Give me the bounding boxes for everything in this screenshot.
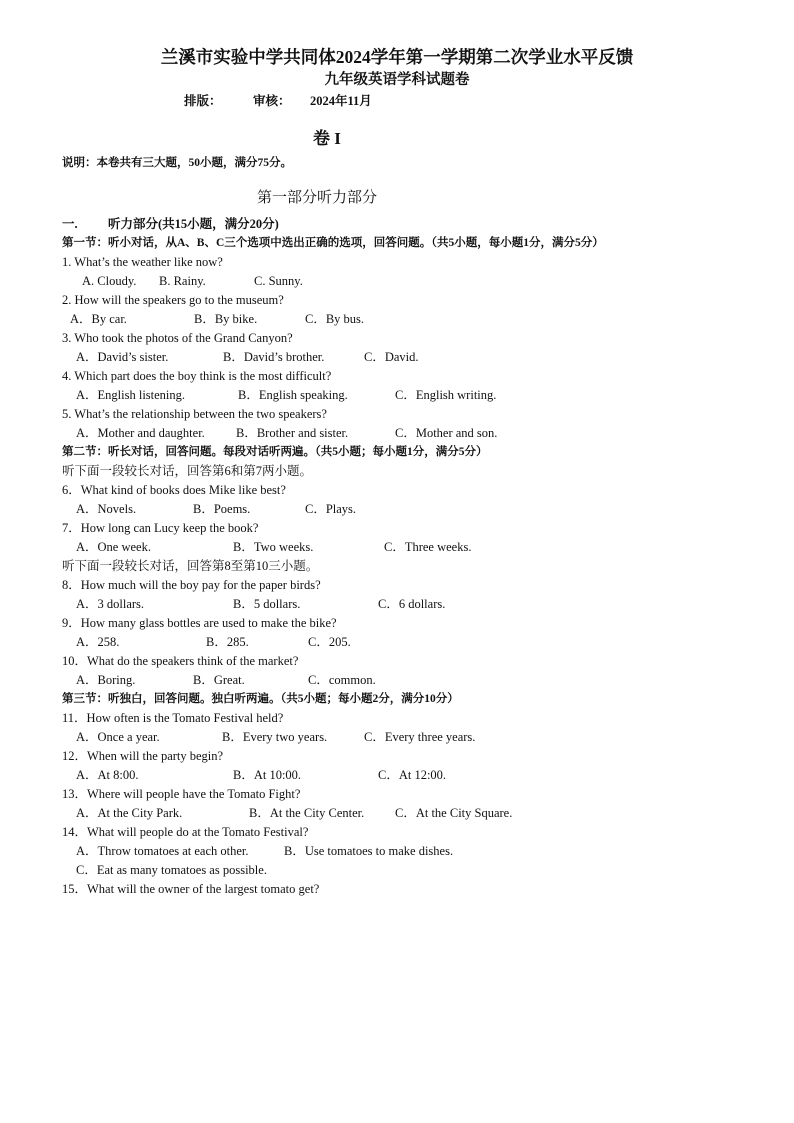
question-11: 11．How often is the Tomato Festival held? bbox=[62, 711, 284, 725]
meta-date: 2024年11月 bbox=[310, 94, 372, 108]
q9-option-c: C．205. bbox=[308, 635, 351, 649]
q2-option-b: B．By bike. bbox=[194, 312, 258, 326]
q13-option-a: A．At the City Park. bbox=[76, 806, 183, 820]
volume-label: 卷 I bbox=[313, 129, 341, 148]
q9-option-b: B．285. bbox=[206, 635, 249, 649]
q4-option-c: C．English writing. bbox=[395, 388, 497, 402]
question-2: 2. How will the speakers go to the museum? bbox=[62, 293, 284, 307]
section-heading: 听力部分(共15小题，满分20分) bbox=[108, 217, 279, 231]
q4-option-b: B．English speaking. bbox=[238, 388, 348, 402]
question-14: 14．What will people do at the Tomato Festival? bbox=[62, 825, 309, 839]
q6-option-b: B．Poems. bbox=[193, 502, 251, 516]
node-2-hint-2: 听下面一段较长对话，回答第8至第10三小题。 bbox=[62, 559, 319, 573]
question-7: 7．How long can Lucy keep the book? bbox=[62, 521, 259, 535]
question-1: 1. What’s the weather like now? bbox=[62, 255, 223, 269]
exam-subtitle: 九年级英语学科试题卷 bbox=[324, 72, 470, 88]
q12-option-b: B．At 10:00. bbox=[233, 768, 302, 782]
node-2-heading: 第二节：听长对话，回答问题。每段对话听两遍。（共5小题；每小题1分，满分5分） bbox=[62, 446, 488, 458]
part-title: 第一部分听力部分 bbox=[257, 190, 378, 206]
q1-option-a: A. Cloudy. bbox=[82, 274, 137, 288]
meta-layout: 排版： bbox=[184, 94, 222, 108]
q11-option-a: A．Once a year. bbox=[76, 730, 160, 744]
question-5: 5. What’s the relationship between the two speakers? bbox=[62, 407, 327, 421]
q6-option-a: A．Novels. bbox=[76, 502, 137, 516]
q3-option-b: B．David’s brother. bbox=[223, 350, 325, 364]
q2-option-c: C．By bus. bbox=[305, 312, 365, 326]
question-9: 9．How many glass bottles are used to make the bike? bbox=[62, 616, 337, 630]
q5-option-a: A．Mother and daughter. bbox=[76, 426, 205, 440]
q14-option-c: C．Eat as many tomatoes as possible. bbox=[76, 863, 267, 877]
q12-option-c: C．At 12:00. bbox=[378, 768, 447, 782]
question-15: 15．What will the owner of the largest tomato get? bbox=[62, 882, 320, 896]
question-13: 13．Where will people have the Tomato Fight? bbox=[62, 787, 301, 801]
node-1-heading: 第一节：听小对话，从A、B、C三个选项中选出正确的选项，回答问题。（共5小题，每小题1分，满分5分） bbox=[62, 237, 604, 249]
q13-option-b: B．At the City Center. bbox=[249, 806, 365, 820]
q5-option-b: B．Brother and sister. bbox=[236, 426, 349, 440]
q8-option-b: B．5 dollars. bbox=[233, 597, 301, 611]
q10-option-c: C．common. bbox=[308, 673, 376, 687]
q12-option-a: A．At 8:00. bbox=[76, 768, 139, 782]
q2-option-a: A．By car. bbox=[70, 312, 127, 326]
q14-option-b: B．Use tomatoes to make dishes. bbox=[284, 844, 454, 858]
q7-option-c: C．Three weeks. bbox=[384, 540, 472, 554]
q13-option-c: C．At the City Square. bbox=[395, 806, 513, 820]
question-10: 10．What do the speakers think of the market? bbox=[62, 654, 299, 668]
exam-title: 兰溪市实验中学共同体2024学年第一学期第二次学业水平反馈 bbox=[160, 47, 634, 67]
q8-option-c: C．6 dollars. bbox=[378, 597, 446, 611]
q1-option-c: C. Sunny. bbox=[254, 274, 303, 288]
q6-option-c: C．Plays. bbox=[305, 502, 357, 516]
node-3-heading: 第三节：听独白，回答问题。独白听两遍。（共5小题；每小题2分，满分10分） bbox=[62, 693, 459, 705]
question-8: 8．How much will the boy pay for the paper birds? bbox=[62, 578, 321, 592]
section-number: 一. bbox=[62, 217, 78, 231]
q8-option-a: A．3 dollars. bbox=[76, 597, 145, 611]
node-2-hint-1: 听下面一段较长对话，回答第6和第7两小题。 bbox=[62, 464, 313, 478]
q7-option-b: B．Two weeks. bbox=[233, 540, 314, 554]
exam-note: 说明：本卷共有三大题，50小题，满分75分。 bbox=[62, 157, 292, 169]
q10-option-a: A．Boring. bbox=[76, 673, 136, 687]
q11-option-c: C．Every three years. bbox=[364, 730, 476, 744]
q10-option-b: B．Great. bbox=[193, 673, 245, 687]
question-12: 12．When will the party begin? bbox=[62, 749, 224, 763]
q5-option-c: C．Mother and son. bbox=[395, 426, 498, 440]
q3-option-c: C．David. bbox=[364, 350, 419, 364]
q11-option-b: B．Every two years. bbox=[222, 730, 328, 744]
q7-option-a: A．One week. bbox=[76, 540, 151, 554]
q4-option-a: A．English listening. bbox=[76, 388, 186, 402]
question-4: 4. Which part does the boy think is the most difficult? bbox=[62, 369, 332, 383]
meta-review: 审核： bbox=[253, 94, 291, 108]
q9-option-a: A．258. bbox=[76, 635, 120, 649]
question-3: 3. Who took the photos of the Grand Canyon? bbox=[62, 331, 293, 345]
q14-option-a: A．Throw tomatoes at each other. bbox=[76, 844, 249, 858]
q3-option-a: A．David’s sister. bbox=[76, 350, 169, 364]
question-6: 6．What kind of books does Mike like best? bbox=[62, 483, 286, 497]
q1-option-b: B. Rainy. bbox=[159, 274, 206, 288]
